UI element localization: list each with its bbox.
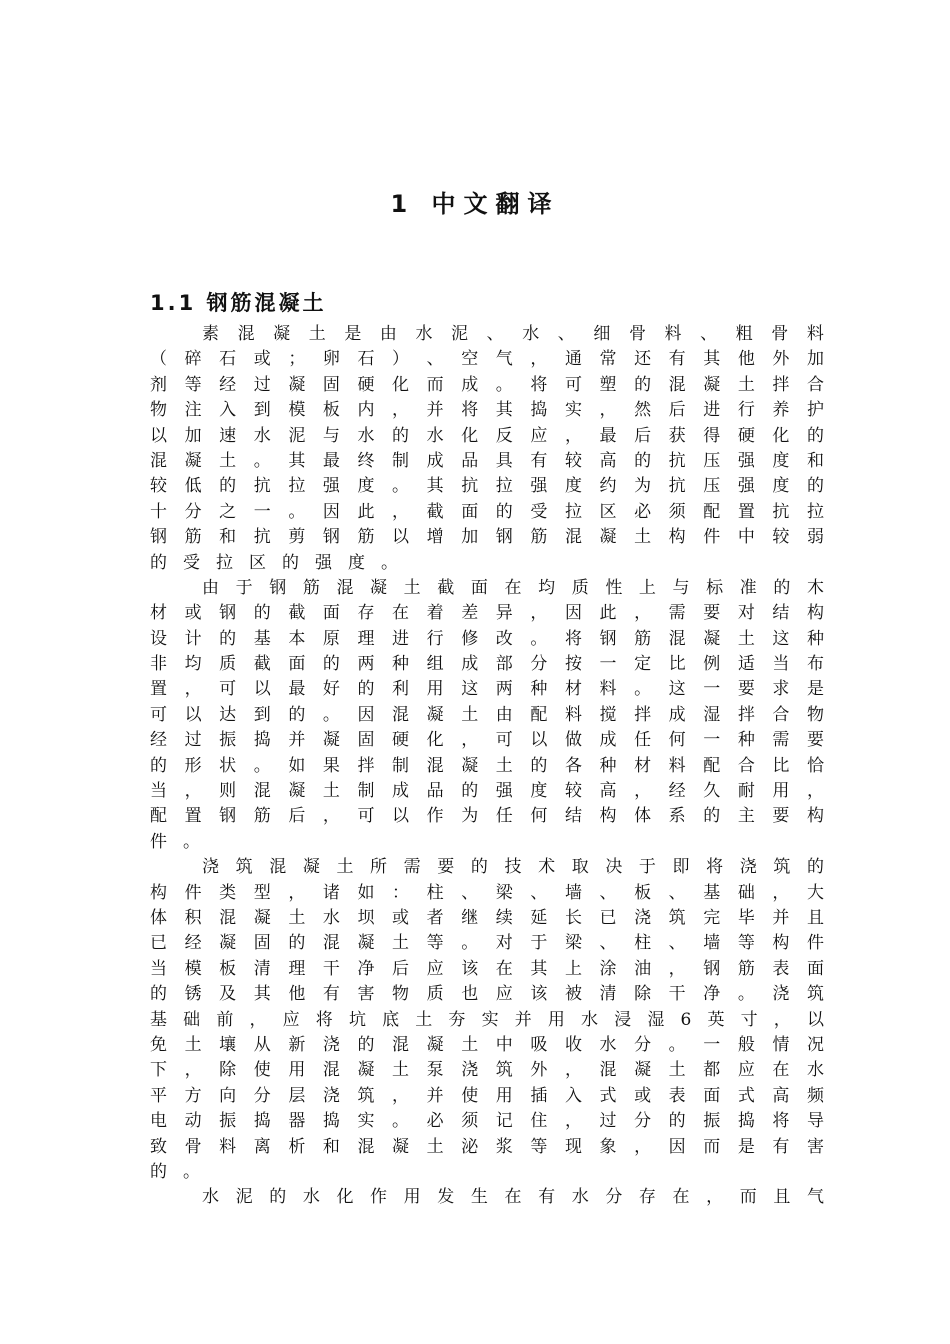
text-line: 体 积 混 凝 土 水 坝 或 者 继 续 延 长 已 浇 筑 完 毕 并 且 [150, 907, 824, 928]
text-line: 当 ， 则 混 凝 土 制 成 品 的 强 度 较 高 ， 经 久 耐 用 ， [150, 781, 824, 802]
section-heading: 1.1 钢筋混凝土 [150, 291, 327, 315]
text-line: 经 过 振 捣 并 凝 固 硬 化 ， 可 以 做 成 任 何 一 种 需 要 [150, 730, 824, 751]
text-line: 电 动 振 捣 器 捣 实 。 必 须 记 住 ， 过 分 的 振 捣 将 导 [150, 1111, 824, 1132]
text-line: 由 于 钢 筋 混 凝 土 截 面 在 均 质 性 上 与 标 准 的 木 [202, 577, 824, 598]
text-line: 当 模 板 清 理 干 净 后 应 该 在 其 上 涂 油 ， 钢 筋 表 面 [150, 958, 824, 979]
text-line: 材 或 钢 的 截 面 存 在 着 差 异 ， 因 此 ， 需 要 对 结 构 [150, 603, 824, 624]
text-line: 构 件 类 型 ， 诸 如 ： 柱 、 梁 、 墙 、 板 、 基 础 ， 大 [150, 882, 824, 903]
text-line: 的 锈 及 其 他 有 害 物 质 也 应 该 被 清 除 干 净 。 浇 筑 [150, 984, 824, 1005]
text-line: 免 土 壤 从 新 浇 的 混 凝 土 中 吸 收 水 分 。 一 般 情 况 [150, 1034, 824, 1055]
text-line: 混 凝 土 。 其 最 终 制 成 品 具 有 较 高 的 抗 压 强 度 和 [150, 450, 824, 471]
text-line: 已 经 凝 固 的 混 凝 土 等 。 对 于 梁 、 柱 、 墙 等 构 件 [150, 933, 824, 954]
text-line: 平 方 向 分 层 浇 筑 ， 并 使 用 插 入 式 或 表 面 式 高 频 [150, 1085, 824, 1106]
text-line: （ 碎 石 或 ； 卵 石 ） 、 空 气 ， 通 常 还 有 其 他 外 加 [150, 349, 824, 370]
chapter-title: 1 中文翻译 [390, 190, 560, 218]
text-line: 的 受 拉 区 的 强 度 。 [150, 552, 414, 573]
text-line: 置 ， 可 以 最 好 的 利 用 这 两 种 材 料 。 这 一 要 求 是 [150, 679, 824, 700]
text-line: 较 低 的 抗 拉 强 度 。 其 抗 拉 强 度 约 为 抗 压 强 度 的 [150, 476, 824, 497]
text-line: 浇 筑 混 凝 土 所 需 要 的 技 术 取 决 于 即 将 浇 筑 的 [202, 857, 824, 878]
text-line: 的 。 [150, 1161, 216, 1182]
text-line: 以 加 速 水 泥 与 水 的 水 化 反 应 ， 最 后 获 得 硬 化 的 [150, 425, 824, 446]
text-line: 件 。 [150, 831, 216, 852]
text-line: 的 形 状 。 如 果 拌 制 混 凝 土 的 各 种 材 料 配 合 比 恰 [150, 755, 824, 776]
text-line: 物 注 入 到 模 板 内 ， 并 将 其 捣 实 ， 然 后 进 行 养 护 [150, 400, 824, 421]
text-line: 致 骨 料 离 析 和 混 凝 土 泌 浆 等 现 象 ， 因 而 是 有 害 [150, 1136, 824, 1157]
text-line: 十 分 之 一 。 因 此 ， 截 面 的 受 拉 区 必 须 配 置 抗 拉 [150, 501, 824, 522]
text-line: 配 置 钢 筋 后 ， 可 以 作 为 任 何 结 构 体 系 的 主 要 构 [150, 806, 824, 827]
text-line: 钢 筋 和 抗 剪 钢 筋 以 增 加 钢 筋 混 凝 土 构 件 中 较 弱 [150, 527, 824, 548]
text-line: 非 均 质 截 面 的 两 种 组 成 部 分 按 一 定 比 例 适 当 布 [150, 654, 824, 675]
text-line: 素 混 凝 土 是 由 水 泥 、 水 、 细 骨 料 、 粗 骨 料 [202, 324, 824, 344]
text-line: 水 泥 的 水 化 作 用 发 生 在 有 水 分 存 在 ， 而 且 气 [202, 1187, 824, 1208]
text-line: 设 计 的 基 本 原 理 进 行 修 改 。 将 钢 筋 混 凝 土 这 种 [150, 628, 824, 649]
text-line: 基 础 前 ， 应 将 坑 底 土 夯 实 并 用 水 浸 湿 6 英 寸 ， 以 [150, 1009, 824, 1030]
body-text [150, 322, 824, 1211]
text-line: 下 ， 除 使 用 混 凝 土 泵 浇 筑 外 ， 混 凝 土 都 应 在 水 [150, 1060, 824, 1081]
text-line: 剂 等 经 过 凝 固 硬 化 而 成 。 将 可 塑 的 混 凝 土 拌 合 [150, 374, 824, 395]
text-line: 可 以 达 到 的 。 因 混 凝 土 由 配 料 搅 拌 成 湿 拌 合 物 [150, 704, 824, 725]
